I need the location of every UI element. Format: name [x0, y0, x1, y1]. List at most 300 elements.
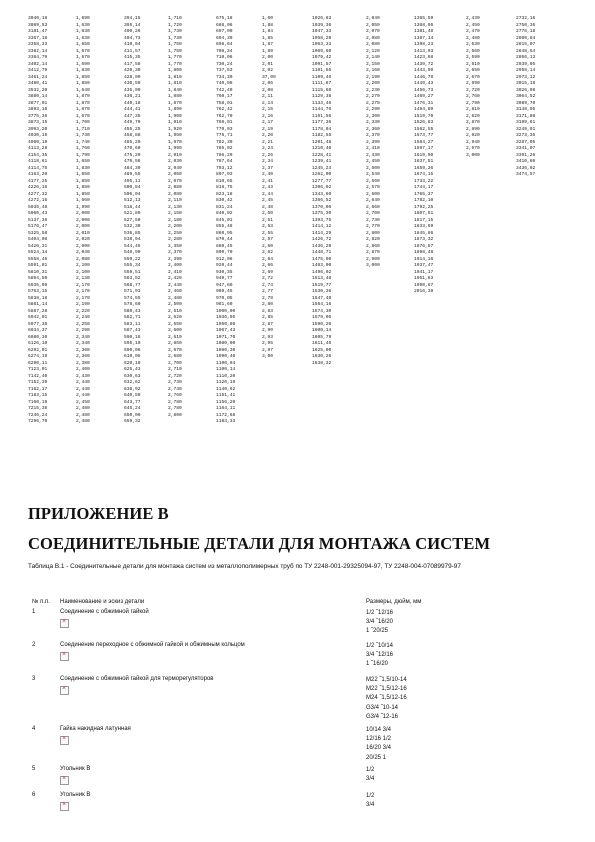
numeric-cell: 1,850: [76, 172, 90, 177]
row-number: 5: [32, 766, 36, 772]
numeric-cell: 2,800: [168, 412, 182, 418]
numeric-cell: 395,14: [124, 22, 141, 28]
numeric-cell: 1590,20: [312, 321, 332, 327]
numeric-cell: 449,70: [124, 120, 141, 125]
numeric-cell: 2,070: [168, 178, 182, 184]
numeric-cell: 2,69: [262, 269, 274, 275]
numeric-cell: 2,400: [76, 367, 90, 372]
numeric-cell: 563,52: [124, 276, 141, 281]
numeric-cell: 1513,48: [312, 276, 332, 281]
numeric-cell: 1637,51: [414, 159, 434, 164]
numeric-cell: 2,970: [466, 146, 480, 151]
numeric-cell: 2,780: [168, 406, 182, 411]
numeric-cell: 1381,48: [414, 29, 434, 34]
numeric-cell: 411,57: [124, 48, 141, 54]
numeric-cell: 1483,00: [312, 263, 332, 268]
row-sizes: [366, 609, 393, 637]
numeric-cell: 415,35: [124, 55, 141, 60]
numeric-cell: 1,87: [262, 42, 274, 47]
numeric-cell: 1245,24: [312, 165, 332, 171]
size-value: G3/4 ˝12-16: [366, 713, 399, 720]
numeric-cell: 1,990: [168, 146, 182, 151]
numeric-cell: 4226,16: [28, 185, 48, 190]
numeric-cell: 1306,02: [312, 185, 332, 190]
numeric-cell: 2,55: [262, 230, 274, 236]
numeric-cell: 2,77: [262, 289, 274, 294]
numeric-cell: 5881,14: [28, 302, 48, 307]
numeric-cell: 1026,83: [312, 16, 332, 21]
numeric-cell: 1080,00: [216, 341, 236, 346]
numeric-cell: 2,570: [366, 185, 380, 190]
numeric-cell: 2,730: [168, 380, 182, 385]
numeric-cell: 630,63: [124, 373, 141, 379]
numeric-cell: 5558,46: [28, 256, 48, 262]
size-value: 1/2: [366, 793, 375, 799]
numeric-cell: 1,870: [76, 94, 90, 99]
numeric-cell: 1733,22: [414, 178, 434, 184]
numeric-cell: 2,57: [262, 237, 274, 242]
size-value: 1 ˝20/25: [366, 628, 389, 635]
numeric-cell: 4118,61: [28, 159, 48, 164]
numeric-cell: 650,00: [124, 412, 141, 418]
numeric-cell: 1101,56: [312, 68, 332, 73]
numeric-cell: 2,000: [76, 211, 90, 216]
size-value: 3/4 ˝16/20: [366, 619, 394, 626]
numeric-cell: 1,690: [76, 16, 90, 21]
numeric-cell: 2,87: [262, 321, 274, 327]
numeric-cell: 1368,66: [414, 22, 434, 28]
numeric-cell: 810,65: [216, 178, 233, 184]
numeric-cell: 2,070: [366, 29, 380, 34]
numeric-cell: 831,24: [216, 204, 233, 210]
numeric-cell: 807,03: [216, 172, 233, 177]
numeric-cell: 1792,25: [414, 204, 434, 210]
numeric-cell: 708,34: [216, 48, 233, 54]
numeric-cell: 1,830: [76, 68, 90, 73]
numeric-cell: 1597,17: [414, 146, 434, 151]
numeric-cell: 1,750: [168, 48, 182, 54]
numeric-cell: 1,670: [76, 55, 90, 60]
numeric-cell: 2,390: [366, 139, 380, 145]
numeric-cell: 3474,57: [516, 172, 536, 177]
numeric-cell: 2,080: [366, 42, 380, 47]
numeric-cell: 2800,84: [516, 35, 536, 41]
numeric-column-9: [414, 16, 433, 296]
numeric-column-3: [124, 16, 141, 426]
numeric-cell: 7160,19: [28, 399, 48, 405]
numeric-cell: 2,700: [168, 360, 182, 366]
numeric-cell: 1674,15: [414, 172, 434, 177]
numeric-cell: 1063,33: [312, 42, 332, 47]
numeric-cell: 782,30: [216, 139, 233, 145]
numeric-cell: 1,850: [76, 74, 90, 80]
numeric-cell: 2,430: [366, 152, 380, 158]
numeric-cell: 2,95: [262, 341, 274, 346]
numeric-cell: 5060,43: [28, 211, 48, 216]
numeric-cell: 1,900: [168, 113, 182, 119]
numeric-cell: 1564,16: [312, 302, 332, 307]
numeric-cell: 2,08: [262, 87, 274, 93]
numeric-cell: 2,110: [168, 198, 182, 203]
numeric-cell: 1436,20: [312, 243, 332, 249]
numeric-cell: 3532,20: [28, 87, 48, 93]
numeric-cell: 2,330: [366, 120, 380, 125]
numeric-column-7: [312, 16, 331, 367]
numeric-cell: 2,370: [168, 250, 182, 255]
numeric-cell: 1067,43: [216, 328, 236, 333]
numeric-cell: 742,40: [216, 87, 233, 93]
size-value: 1/2 ˝12/16: [366, 610, 394, 616]
numeric-cell: 762,42: [216, 107, 233, 112]
numeric-cell: 1,630: [76, 22, 90, 28]
numeric-cell: 1047,33: [312, 29, 332, 34]
numeric-cell: 3026,08: [516, 87, 536, 93]
numeric-column-8: [366, 16, 380, 270]
numeric-cell: 1625,00: [312, 347, 332, 353]
numeric-cell: 2,480: [76, 406, 90, 411]
numeric-cell: 4277,32: [28, 191, 48, 197]
numeric-cell: 1,870: [168, 100, 182, 106]
numeric-cell: 3402,14: [28, 61, 48, 67]
numeric-cell: 1,770: [168, 61, 182, 67]
numeric-cell: 2,080: [366, 35, 380, 41]
numeric-cell: 527,50: [124, 217, 141, 223]
size-value: 1 ˝16/20: [366, 661, 389, 668]
numeric-cell: 2,400: [168, 263, 182, 268]
numeric-cell: 568,77: [124, 282, 141, 288]
numeric-cell: 1129,38: [312, 94, 332, 99]
numeric-cell: 5894,50: [28, 276, 48, 281]
numeric-cell: 4113,28: [28, 146, 48, 151]
numeric-cell: 479,56: [124, 159, 141, 164]
numeric-cell: 2,870: [466, 120, 480, 125]
numeric-cell: 1,740: [76, 139, 90, 145]
numeric-cell: 1,810: [168, 81, 182, 86]
numeric-cell: 3089,53: [28, 22, 48, 28]
numeric-cell: 2,340: [76, 334, 90, 340]
numeric-cell: 2,48: [262, 204, 274, 210]
row-number: 3: [32, 676, 36, 682]
row-name: Угольник В: [60, 766, 91, 772]
numeric-cell: 1365,59: [414, 16, 434, 21]
numeric-cell: 1,730: [168, 35, 182, 41]
numeric-cell: 417,58: [124, 61, 141, 67]
numeric-cell: 823,18: [216, 191, 233, 197]
numeric-cell: 3391,26: [516, 152, 536, 158]
numeric-cell: 559,51: [124, 269, 141, 275]
numeric-cell: 1476,31: [414, 100, 434, 106]
numeric-cell: 3367,18: [28, 35, 48, 41]
numeric-cell: 740,98: [216, 81, 233, 86]
size-value: 3/4: [366, 802, 375, 809]
numeric-cell: 2,530: [466, 42, 480, 47]
numeric-cell: 785,02: [216, 146, 233, 151]
numeric-cell: 444,41: [124, 107, 141, 112]
numeric-cell: 1398,23: [414, 42, 434, 47]
numeric-cell: 521,80: [124, 211, 141, 216]
numeric-cell: 1456,73: [414, 87, 434, 93]
numeric-cell: 1387,14: [414, 35, 434, 41]
size-value: M24 ˝1,5/12-16: [366, 695, 407, 702]
numeric-cell: 2,390: [168, 256, 182, 262]
numeric-cell: 1177,36: [312, 120, 332, 125]
numeric-cell: 7142,40: [28, 373, 48, 379]
numeric-cell: 1090,40: [216, 354, 236, 359]
numeric-cell: 440,18: [124, 100, 141, 106]
numeric-cell: 532,30: [124, 224, 141, 229]
numeric-cell: 2,040: [168, 165, 182, 171]
numeric-cell: 2,130: [76, 276, 90, 281]
numeric-cell: 1080,30: [216, 347, 236, 353]
numeric-cell: 2,700: [366, 211, 380, 216]
numeric-cell: 3341,07: [516, 146, 536, 151]
numeric-cell: 455,25: [124, 126, 141, 132]
numeric-cell: 4114,75: [28, 165, 48, 171]
numeric-cell: 512,13: [124, 198, 141, 203]
numeric-cell: 1547,40: [312, 295, 332, 301]
numeric-cell: 583,11: [124, 321, 141, 327]
numeric-cell: 2,800: [366, 230, 380, 236]
numeric-cell: 2,00: [262, 55, 274, 60]
numeric-cell: 1239,41: [312, 159, 332, 164]
numeric-cell: 2,610: [168, 334, 182, 340]
numeric-column-11: [516, 16, 535, 179]
numeric-cell: 1914,16: [414, 256, 434, 262]
numeric-cell: 2,410: [168, 269, 182, 275]
numeric-cell: 2,870: [366, 250, 380, 255]
numeric-cell: 1600,14: [312, 328, 332, 333]
numeric-cell: 500,84: [124, 185, 141, 190]
row-name: Гайка накидная латунная: [60, 726, 131, 732]
numeric-cell: 2,010: [168, 152, 182, 158]
numeric-cell: 2,62: [262, 250, 274, 255]
numeric-cell: 458,88: [124, 133, 141, 138]
numeric-cell: 1,850: [76, 185, 90, 190]
numeric-cell: 2,820: [466, 113, 480, 119]
numeric-cell: 4060,19: [28, 139, 48, 145]
size-value: 1/2: [366, 767, 375, 773]
numeric-cell: 2,20: [262, 133, 274, 138]
numeric-cell: 1526,83: [414, 120, 434, 125]
numeric-cell: 1,760: [76, 146, 90, 151]
numeric-cell: 5763,15: [28, 289, 48, 294]
numeric-cell: 1530,36: [312, 289, 332, 294]
numeric-cell: 578,60: [124, 302, 141, 307]
size-value: M22 ˝1,5/10-14: [366, 677, 407, 683]
numeric-cell: 2939,05: [516, 61, 536, 67]
numeric-cell: 2,380: [76, 360, 90, 366]
numeric-cell: 2,440: [168, 282, 182, 288]
numeric-cell: 1990,67: [414, 282, 434, 288]
numeric-cell: 1,650: [76, 159, 90, 164]
numeric-cell: 2,440: [76, 393, 90, 398]
numeric-cell: 2,41: [262, 178, 274, 184]
numeric-cell: 5325,58: [28, 230, 48, 236]
numeric-column-5: [216, 16, 235, 426]
numeric-cell: 1,750: [168, 42, 182, 47]
row-number: 2: [32, 642, 36, 648]
numeric-cell: 1611,46: [312, 341, 332, 346]
numeric-cell: 2,720: [466, 87, 480, 93]
numeric-cell: 947,60: [216, 282, 233, 288]
numeric-cell: 1,60: [262, 16, 274, 21]
numeric-cell: 3382,14: [28, 48, 48, 54]
numeric-cell: 737,53: [216, 68, 233, 73]
numeric-cell: 394,15: [124, 16, 141, 21]
numeric-cell: 638,92: [124, 386, 141, 392]
numeric-cell: 7162,17: [28, 386, 48, 392]
numeric-cell: 1000,00: [216, 308, 236, 314]
numeric-cell: 2,000: [76, 243, 90, 249]
numeric-cell: 574,55: [124, 295, 141, 301]
numeric-cell: 2,24: [262, 146, 274, 151]
numeric-cell: 1,950: [168, 133, 182, 138]
numeric-cell: 2,180: [168, 217, 182, 223]
numeric-cell: 1109,46: [312, 74, 332, 80]
numeric-cell: 5977,38: [28, 321, 48, 327]
numeric-cell: 1,630: [76, 29, 90, 34]
numeric-cell: 555,34: [124, 263, 141, 268]
numeric-cell: 2,610: [466, 61, 480, 67]
numeric-cell: 2,40: [262, 172, 274, 177]
numeric-cell: 940,77: [216, 276, 233, 281]
numeric-column-4: [168, 16, 182, 419]
numeric-cell: 2,290: [76, 328, 90, 333]
numeric-cell: 2,810: [466, 107, 480, 112]
numeric-cell: 2,74: [262, 282, 274, 288]
numeric-cell: 5810,31: [28, 269, 48, 275]
numeric-cell: 2,37: [262, 165, 274, 171]
numeric-cell: 1228,41: [312, 152, 332, 158]
numeric-cell: 776,71: [216, 133, 233, 138]
numeric-cell: 6292,01: [28, 347, 48, 353]
numeric-cell: 2,11: [262, 94, 274, 99]
numeric-cell: 2,770: [366, 224, 380, 229]
numeric-cell: 1036,95: [216, 315, 236, 320]
numeric-cell: 1375,30: [312, 211, 332, 216]
row-sizes: [366, 766, 374, 784]
numeric-cell: 2,80: [262, 302, 274, 307]
numeric-cell: 2,150: [168, 211, 182, 216]
numeric-cell: 1079,42: [312, 55, 332, 60]
numeric-cell: 1262,00: [312, 172, 332, 177]
numeric-cell: 1,89: [262, 48, 274, 54]
header-sizes: Размеры, дюйм, мм: [366, 599, 422, 605]
numeric-cell: 2732,16: [516, 16, 536, 21]
numeric-cell: 1898,48: [414, 250, 434, 255]
numeric-cell: 632,62: [124, 380, 141, 385]
numeric-cell: 3015,18: [516, 81, 536, 86]
appendix-title: ПРИЛОЖЕНИЕ В: [28, 504, 169, 523]
numeric-cell: 1573,77: [414, 133, 434, 138]
numeric-cell: 571,91: [124, 289, 141, 294]
numeric-cell: 2,290: [366, 107, 380, 112]
numeric-cell: 1210,40: [312, 146, 332, 151]
numeric-cell: 2,080: [168, 191, 182, 197]
numeric-cell: 1574,30: [312, 308, 332, 314]
numeric-cell: 2,430: [466, 16, 480, 21]
numeric-cell: 4154,35: [28, 152, 48, 158]
numeric-cell: 2,680: [168, 354, 182, 359]
broken-image-icon: [60, 652, 69, 661]
numeric-cell: 3148,95: [516, 107, 536, 112]
numeric-cell: 3775,36: [28, 113, 48, 119]
numeric-cell: 506,04: [124, 191, 141, 197]
numeric-cell: 428,09: [124, 74, 141, 80]
numeric-cell: 2,280: [168, 237, 182, 242]
numeric-cell: 1140,62: [216, 386, 236, 392]
numeric-cell: 2,730: [366, 217, 380, 223]
numeric-cell: 1120,19: [216, 380, 236, 385]
numeric-cell: 768,01: [216, 120, 233, 125]
numeric-cell: 2,760: [466, 94, 480, 99]
numeric-cell: 2,34: [262, 159, 274, 164]
numeric-cell: 659,32: [124, 419, 141, 424]
numeric-cell: 2,600: [366, 191, 380, 197]
numeric-cell: 2,430: [76, 373, 90, 379]
numeric-cell: 1,730: [168, 29, 182, 34]
numeric-cell: 2,360: [76, 347, 90, 353]
numeric-cell: 2,300: [366, 113, 380, 119]
numeric-cell: 1,690: [76, 61, 90, 67]
numeric-cell: 7123,01: [28, 367, 48, 372]
numeric-cell: 2,450: [366, 159, 380, 164]
numeric-cell: 2,97: [262, 347, 274, 353]
numeric-cell: 5035,48: [28, 204, 48, 210]
broken-image-icon: [60, 619, 69, 628]
numeric-cell: 1366,52: [312, 198, 332, 203]
numeric-cell: 3480,41: [28, 81, 48, 86]
numeric-cell: 1449,43: [414, 81, 434, 86]
numeric-cell: 960,45: [216, 289, 233, 294]
numeric-cell: 698,64: [216, 42, 233, 47]
numeric-cell: 1562,55: [414, 126, 434, 132]
numeric-cell: 1,830: [76, 165, 90, 171]
numeric-cell: 1941,17: [414, 269, 434, 275]
numeric-cell: 582,71: [124, 315, 141, 320]
row-name: Соединение с обжимной гайкой для терморегуляторов: [60, 676, 214, 682]
numeric-cell: 2,44: [262, 191, 274, 197]
numeric-cell: 2,690: [466, 81, 480, 86]
numeric-cell: 2866,13: [516, 55, 536, 60]
numeric-cell: 2,480: [168, 295, 182, 301]
numeric-cell: 2,780: [168, 399, 182, 405]
numeric-cell: 1,740: [76, 133, 90, 138]
numeric-cell: 6274,19: [28, 354, 48, 359]
numeric-cell: 7246,24: [28, 412, 48, 418]
numeric-cell: 410,04: [124, 42, 141, 47]
numeric-cell: 1833,69: [414, 224, 434, 229]
numeric-cell: 1,850: [76, 191, 90, 197]
numeric-cell: 2,350: [168, 243, 182, 249]
numeric-cell: 2,79: [262, 295, 274, 301]
numeric-cell: 1156,20: [216, 399, 236, 405]
numeric-cell: 920,44: [216, 263, 233, 268]
numeric-cell: 1039,36: [312, 22, 332, 28]
numeric-cell: 2,560: [366, 178, 380, 184]
numeric-cell: 5887,28: [28, 308, 48, 314]
numeric-cell: 2,250: [76, 321, 90, 327]
numeric-cell: 1111,87: [312, 81, 332, 86]
numeric-cell: 1414,12: [312, 224, 332, 229]
numeric-cell: 793,12: [216, 165, 233, 171]
numeric-cell: 2,420: [168, 276, 182, 281]
numeric-cell: 2973,12: [516, 74, 536, 80]
numeric-cell: 1091,57: [312, 61, 332, 67]
numeric-cell: 2,860: [366, 243, 380, 249]
broken-image-icon: [60, 736, 69, 745]
numeric-cell: 2,890: [466, 126, 480, 132]
